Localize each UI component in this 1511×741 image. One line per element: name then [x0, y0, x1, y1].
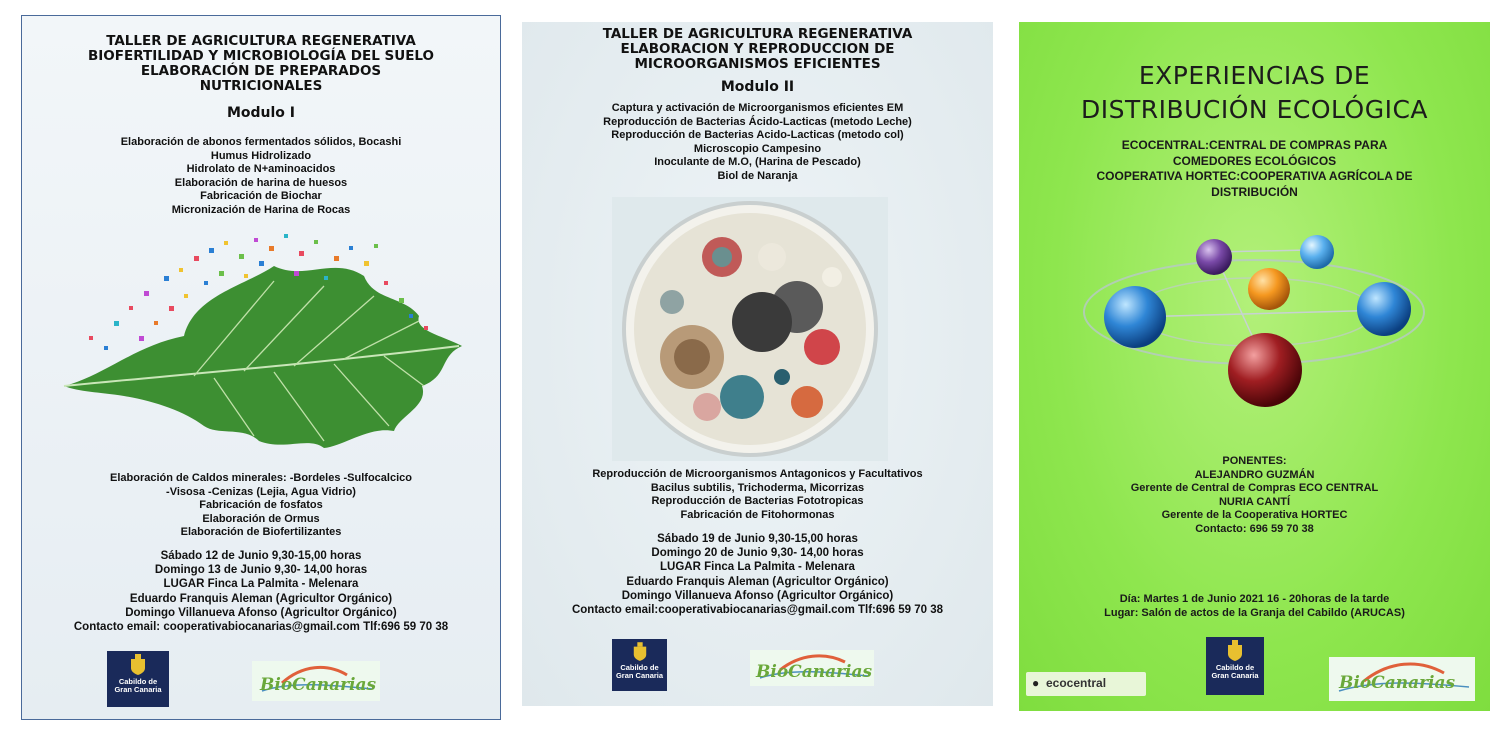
title-line: DISTRIBUCIÓN ECOLÓGICA	[1080, 95, 1429, 124]
title-line: ELABORACIÓN DE PREPARADOS	[140, 63, 382, 79]
topic-item: Inoculante de M.O, (Harina de Pescado)	[654, 156, 861, 169]
poster2-module: Modulo II	[720, 79, 795, 95]
event-date: Día: Martes 1 de Junio 2021 16 - 20horas de la tarde	[1119, 593, 1390, 605]
speaker-role: Gerente de la Cooperativa HORTEC	[1161, 509, 1348, 521]
ecocentral-logo	[1026, 672, 1146, 696]
sphere	[1300, 235, 1334, 269]
poster-modulo-1	[21, 15, 501, 720]
sphere	[1196, 239, 1232, 275]
contact-line: Contacto email:cooperativabiocanarias@gmail.com Tlf:696 59 70 38	[571, 604, 944, 617]
schedule-line: LUGAR Finca La Palmita - Melenara	[660, 561, 855, 574]
cabildo-logo	[107, 651, 169, 707]
topic-item: Captura y activación de Microorganismos eficientes EM	[611, 102, 904, 114]
logo-text: Gran Canaria	[114, 685, 162, 694]
schedule-line: Domingo Villanueva Afonso (Agricultor Orgánico)	[125, 606, 397, 619]
schedule-line: Domingo Villanueva Afonso (Agricultor Orgánico)	[621, 589, 894, 602]
topic-item: Reproducción de Bacterias Ácido-Lacticas (metodo Leche)	[603, 115, 912, 128]
poster1-topics	[22, 136, 500, 218]
petri-dish-image	[612, 197, 888, 461]
cabildo-logo	[612, 639, 667, 691]
schedule-line: LUGAR Finca La Palmita - Melenara	[163, 578, 359, 591]
topic-item: -Visosa -Cenizas (Lejia, Agua Vidrio)	[166, 485, 356, 498]
topic-item: Elaboración de Ormus	[202, 512, 320, 525]
crest-icon	[632, 642, 648, 662]
event-place: Lugar: Salón de actos de la Granja del Cabildo (ARUCAS)	[1104, 606, 1405, 619]
topic-item: Fabricación de fosfatos	[199, 499, 323, 512]
sphere	[1248, 268, 1290, 310]
poster1-schedule	[22, 549, 500, 634]
sphere	[1357, 282, 1411, 336]
subtitle-line: COMEDORES ECOLÓGICOS	[1172, 153, 1337, 168]
schedule-line: Eduardo Franquis Aleman (Agricultor Orgánico)	[129, 592, 393, 605]
topic-item: Reproducción de Bacterias Acido-Lacticas (metodo col)	[611, 129, 904, 142]
poster2-schedule	[522, 532, 993, 617]
crest-icon	[1226, 640, 1244, 662]
poster2-topics-2	[522, 468, 993, 522]
topic-item: Elaboración de harina de huesos	[174, 176, 348, 189]
poster-modulo-2	[522, 22, 993, 706]
logo-text: Gran Canaria	[615, 671, 664, 680]
topic-item: Hidrolato de N+aminoacidos	[186, 163, 336, 176]
logo-text: Cabildo de	[118, 677, 158, 686]
topic-item: Elaboración de Caldos minerales: -Bordeles -Sulfocalcico	[110, 472, 412, 484]
title-line: NUTRICIONALES	[199, 78, 323, 94]
logo-text: BioCanarias	[756, 662, 873, 682]
topic-item: Elaboración de abonos fermentados sólidos, Bocashi	[120, 136, 402, 148]
crest-icon	[129, 654, 147, 676]
spheres-illustration	[1079, 222, 1439, 422]
poster2-topics	[522, 102, 993, 184]
schedule-line: Domingo 20 de Junio 9,30- 14,00 horas	[651, 547, 864, 560]
title-line: EXPERIENCIAS DE	[1138, 61, 1371, 90]
poster2-title	[522, 27, 993, 72]
subtitle-line: DISTRIBUCIÓN	[1211, 184, 1298, 199]
topic-item: Fabricación de Fitohormonas	[680, 508, 835, 521]
poster3-event	[1019, 593, 1490, 620]
leaf-pixel-illustration	[44, 226, 474, 466]
title-line: BIOFERTILIDAD Y MICROBIOLOGÍA DEL SUELO	[87, 48, 435, 64]
title-line: TALLER DE AGRICULTURA REGENERATIVA	[106, 33, 416, 49]
poster3-speakers	[1019, 455, 1490, 536]
speaker-name: ALEJANDRO GUZMÁN	[1194, 468, 1315, 481]
subtitle-line: COOPERATIVA HORTEC:COOPERATIVA AGRÍCOLA DE	[1096, 169, 1413, 183]
schedule-line: Sábado 19 de Junio 9,30-15,00 horas	[657, 533, 858, 545]
poster1-topics-2	[22, 472, 500, 540]
logo-text: BioCanarias	[1339, 673, 1456, 693]
sphere	[1104, 286, 1166, 348]
logo-text: ecocentral	[1046, 676, 1107, 690]
title-line: ELABORACION Y REPRODUCCION DE	[620, 41, 895, 57]
logo-text: Gran Canaria	[1211, 671, 1259, 680]
topic-item: Reproducción de Bacterias Fototropicas	[651, 495, 864, 508]
biocanarias-logo	[1329, 657, 1475, 701]
topic-item: Fabricación de Biochar	[200, 190, 322, 203]
topic-item: Micronización de Harina de Rocas	[171, 203, 351, 216]
logo-text: Cabildo de	[1215, 663, 1255, 672]
speaker-role: Gerente de Central de Compras ECO CENTRAL	[1130, 482, 1379, 494]
speakers-heading: PONENTES:	[1222, 455, 1287, 467]
logo-text: BioCanarias	[260, 675, 377, 695]
topic-item: Biol de Naranja	[717, 169, 798, 182]
poster3-subtitle	[1019, 138, 1490, 200]
cabildo-logo	[1206, 637, 1264, 695]
title-line: MICROORGANISMOS EFICIENTES	[634, 56, 881, 72]
schedule-line: Sábado 12 de Junio 9,30-15,00 horas	[160, 550, 362, 562]
schedule-line: Eduardo Franquis Aleman (Agricultor Orgánico)	[626, 575, 889, 588]
biocanarias-logo	[750, 650, 874, 686]
topic-item: Bacilus subtilis, Trichoderma, Micorrizas	[650, 481, 865, 494]
title-line: TALLER DE AGRICULTURA REGENERATIVA	[602, 26, 913, 42]
subtitle-line: ECOCENTRAL:CENTRAL DE COMPRAS PARA	[1121, 138, 1388, 152]
poster-distribucion-ecologica	[1019, 22, 1490, 711]
topic-item: Microscopio Campesino	[693, 142, 822, 155]
eco-mark-icon: ●	[1032, 676, 1040, 690]
logo-text: Cabildo de	[620, 663, 659, 672]
poster1-module: Modulo I	[226, 105, 296, 121]
topic-item: Humus Hidrolizado	[210, 149, 312, 162]
speaker-name: NURIA CANTÍ	[1218, 495, 1291, 508]
sphere	[1228, 333, 1302, 407]
poster3-title	[1019, 59, 1490, 127]
topic-item: Elaboración de Biofertilizantes	[180, 526, 342, 539]
contact-line: Contacto: 696 59 70 38	[1195, 522, 1314, 535]
topic-item: Reproducción de Microorganismos Antagonicos y Facultativos	[592, 468, 923, 480]
poster1-title	[22, 34, 500, 94]
biocanarias-logo	[252, 661, 380, 701]
schedule-line: Domingo 13 de Junio 9,30- 14,00 horas	[154, 564, 368, 577]
contact-line: Contacto email: cooperativabiocanarias@gmail.com Tlf:696 59 70 38	[73, 621, 449, 634]
